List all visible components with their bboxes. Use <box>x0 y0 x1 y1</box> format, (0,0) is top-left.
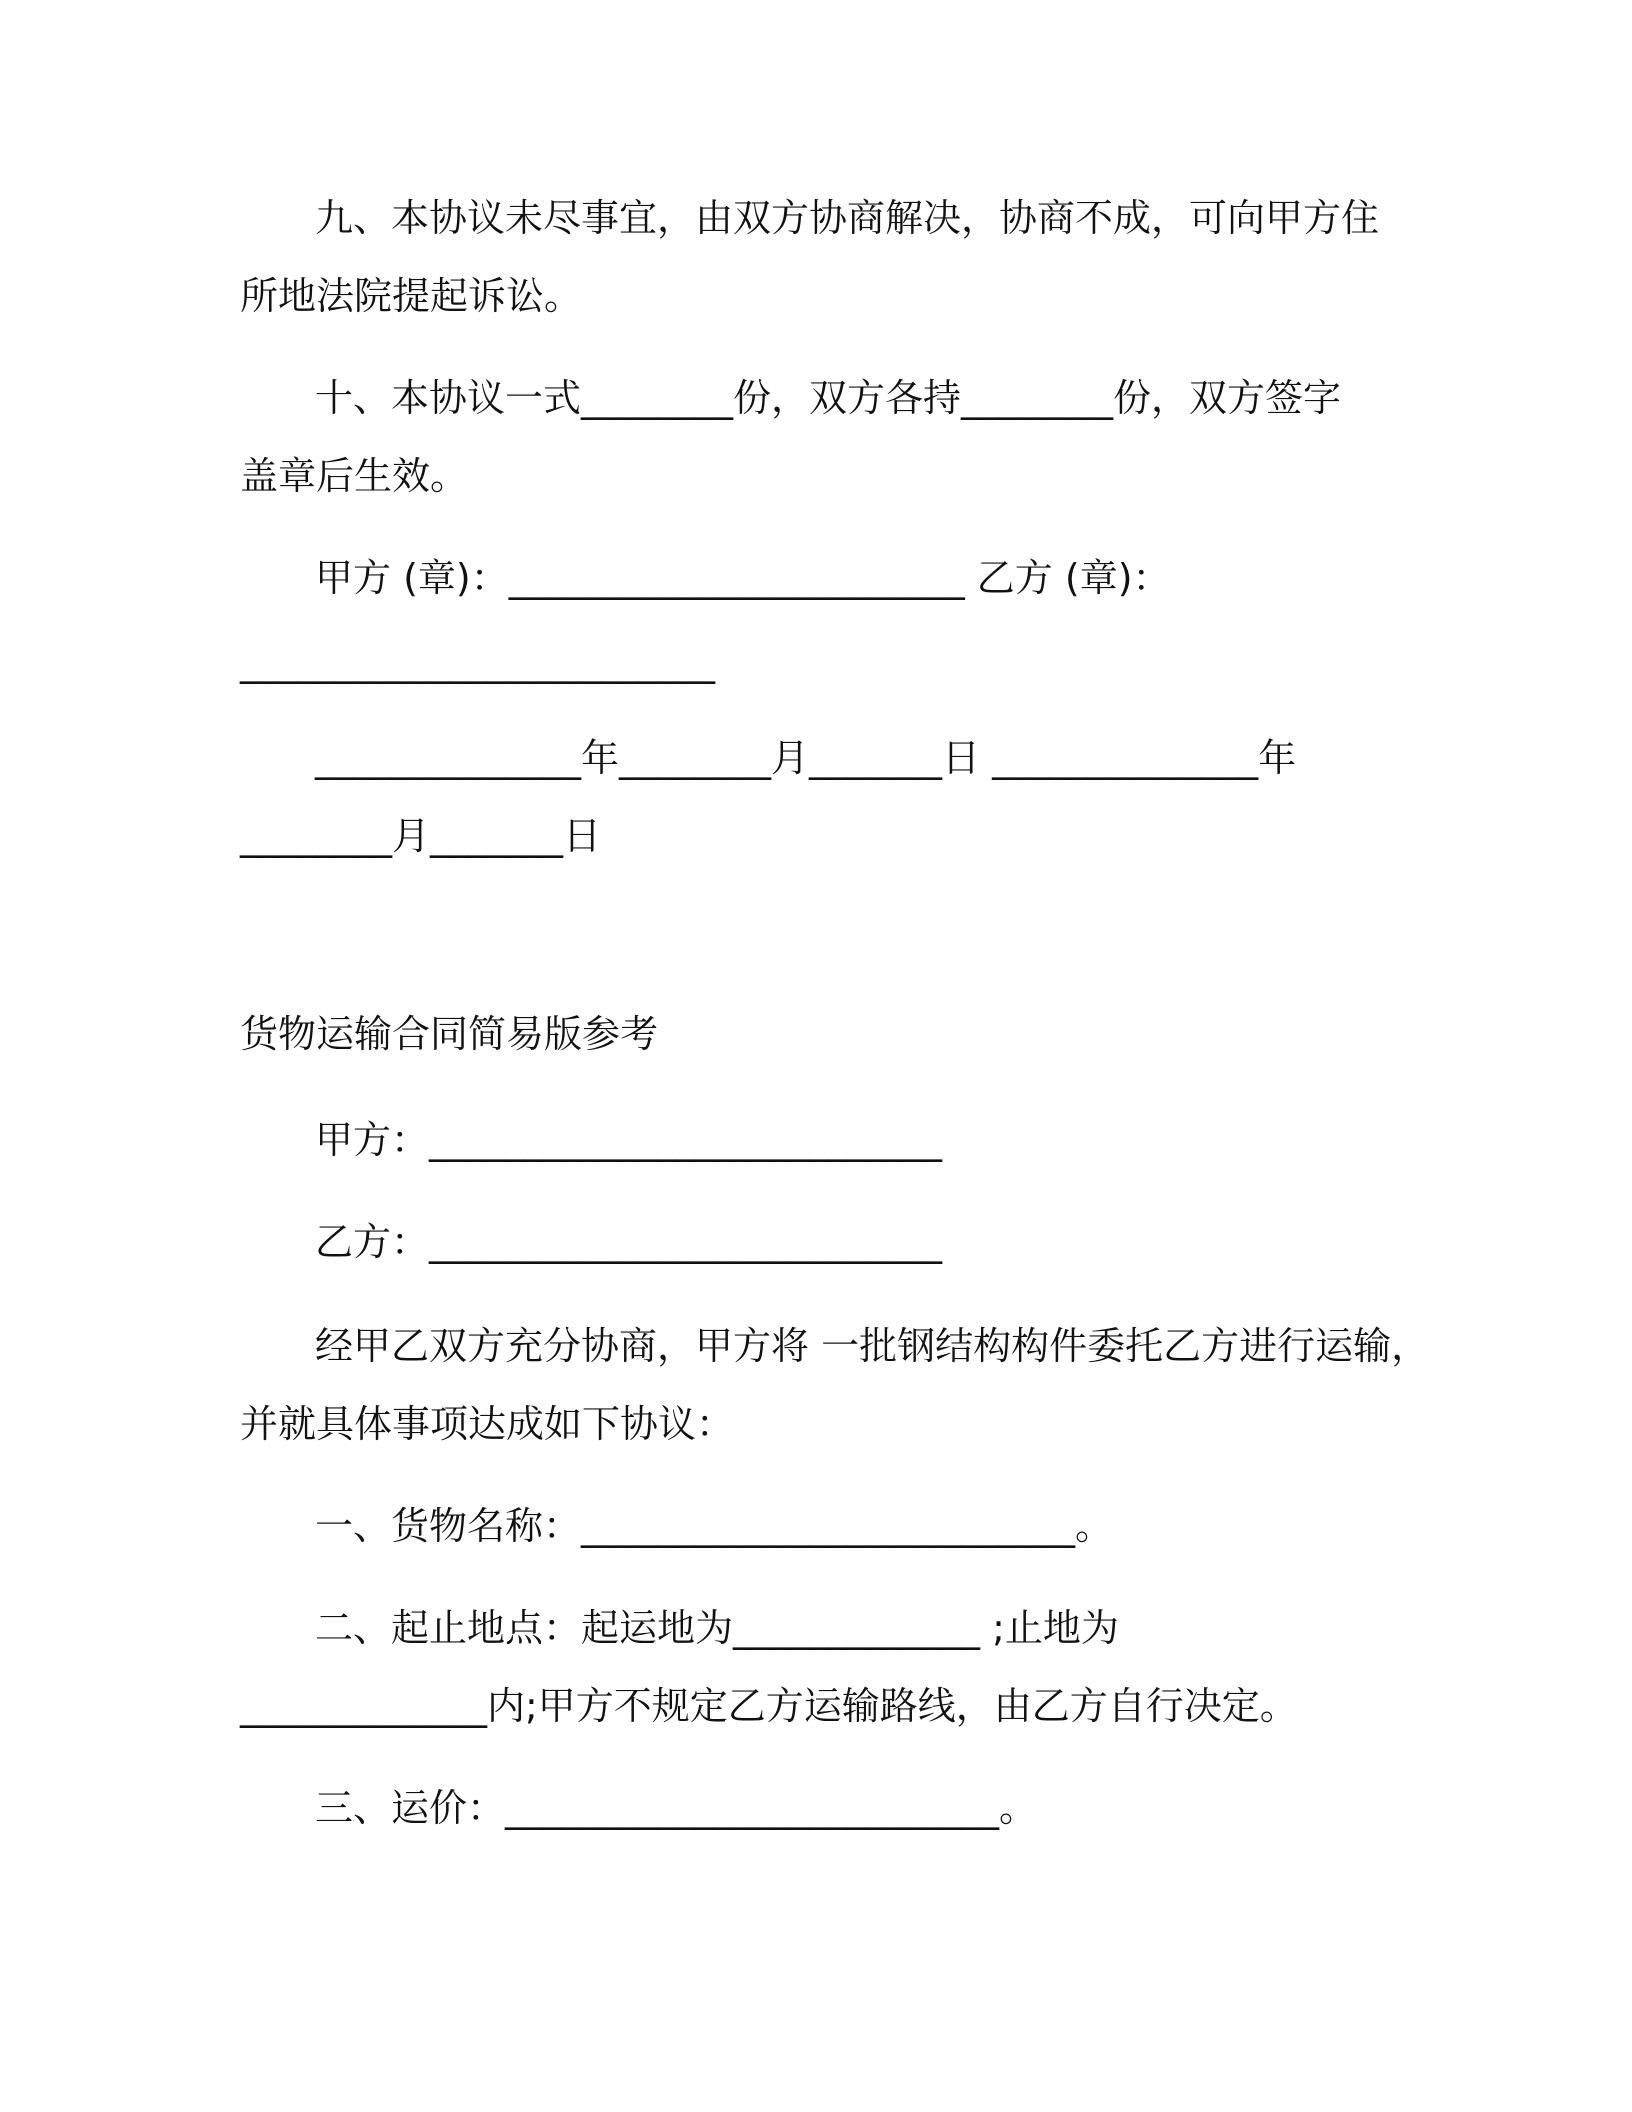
party-b-line: 乙方：___________________________ <box>315 1220 943 1264</box>
item-1: 一、货物名称：__________________________。 <box>315 1504 1114 1548</box>
date-line-1: ______________年________月_______日 ______________年 <box>315 736 1297 780</box>
clause-9-line-1: 九、本协议未尽事宜，由双方协商解决，协商不成，可向甲方住 <box>315 196 1380 240</box>
clause-10-line-1: 十、本协议一式________份，双方各持________份，双方签字 <box>315 376 1342 420</box>
clause-9-line-2: 所地法院提起诉讼。 <box>240 274 583 318</box>
signature-line-1: 甲方 (章)：________________________ 乙方 (章)： <box>315 556 1171 600</box>
party-a-line: 甲方：___________________________ <box>315 1118 943 1162</box>
intro-line-1: 经甲乙双方充分协商，甲方将 一批钢结构构件委托乙方进行运输， <box>315 1324 1430 1368</box>
clause-10-line-2: 盖章后生效。 <box>240 454 469 498</box>
item-3: 三、运价：__________________________。 <box>315 1786 1038 1830</box>
signature-line-2: _________________________ <box>240 640 715 684</box>
item-2-line-1: 二、起止地点：起运地为_____________ ;止地为 <box>315 1606 1119 1650</box>
date-line-2: ________月_______日 <box>240 814 602 858</box>
intro-line-2: 并就具体事项达成如下协议： <box>240 1402 735 1446</box>
item-2-line-2: _____________内;甲方不规定乙方运输路线，由乙方自行决定。 <box>240 1684 1298 1728</box>
section-title: 货物运输合同简易版参考 <box>240 1012 659 1056</box>
